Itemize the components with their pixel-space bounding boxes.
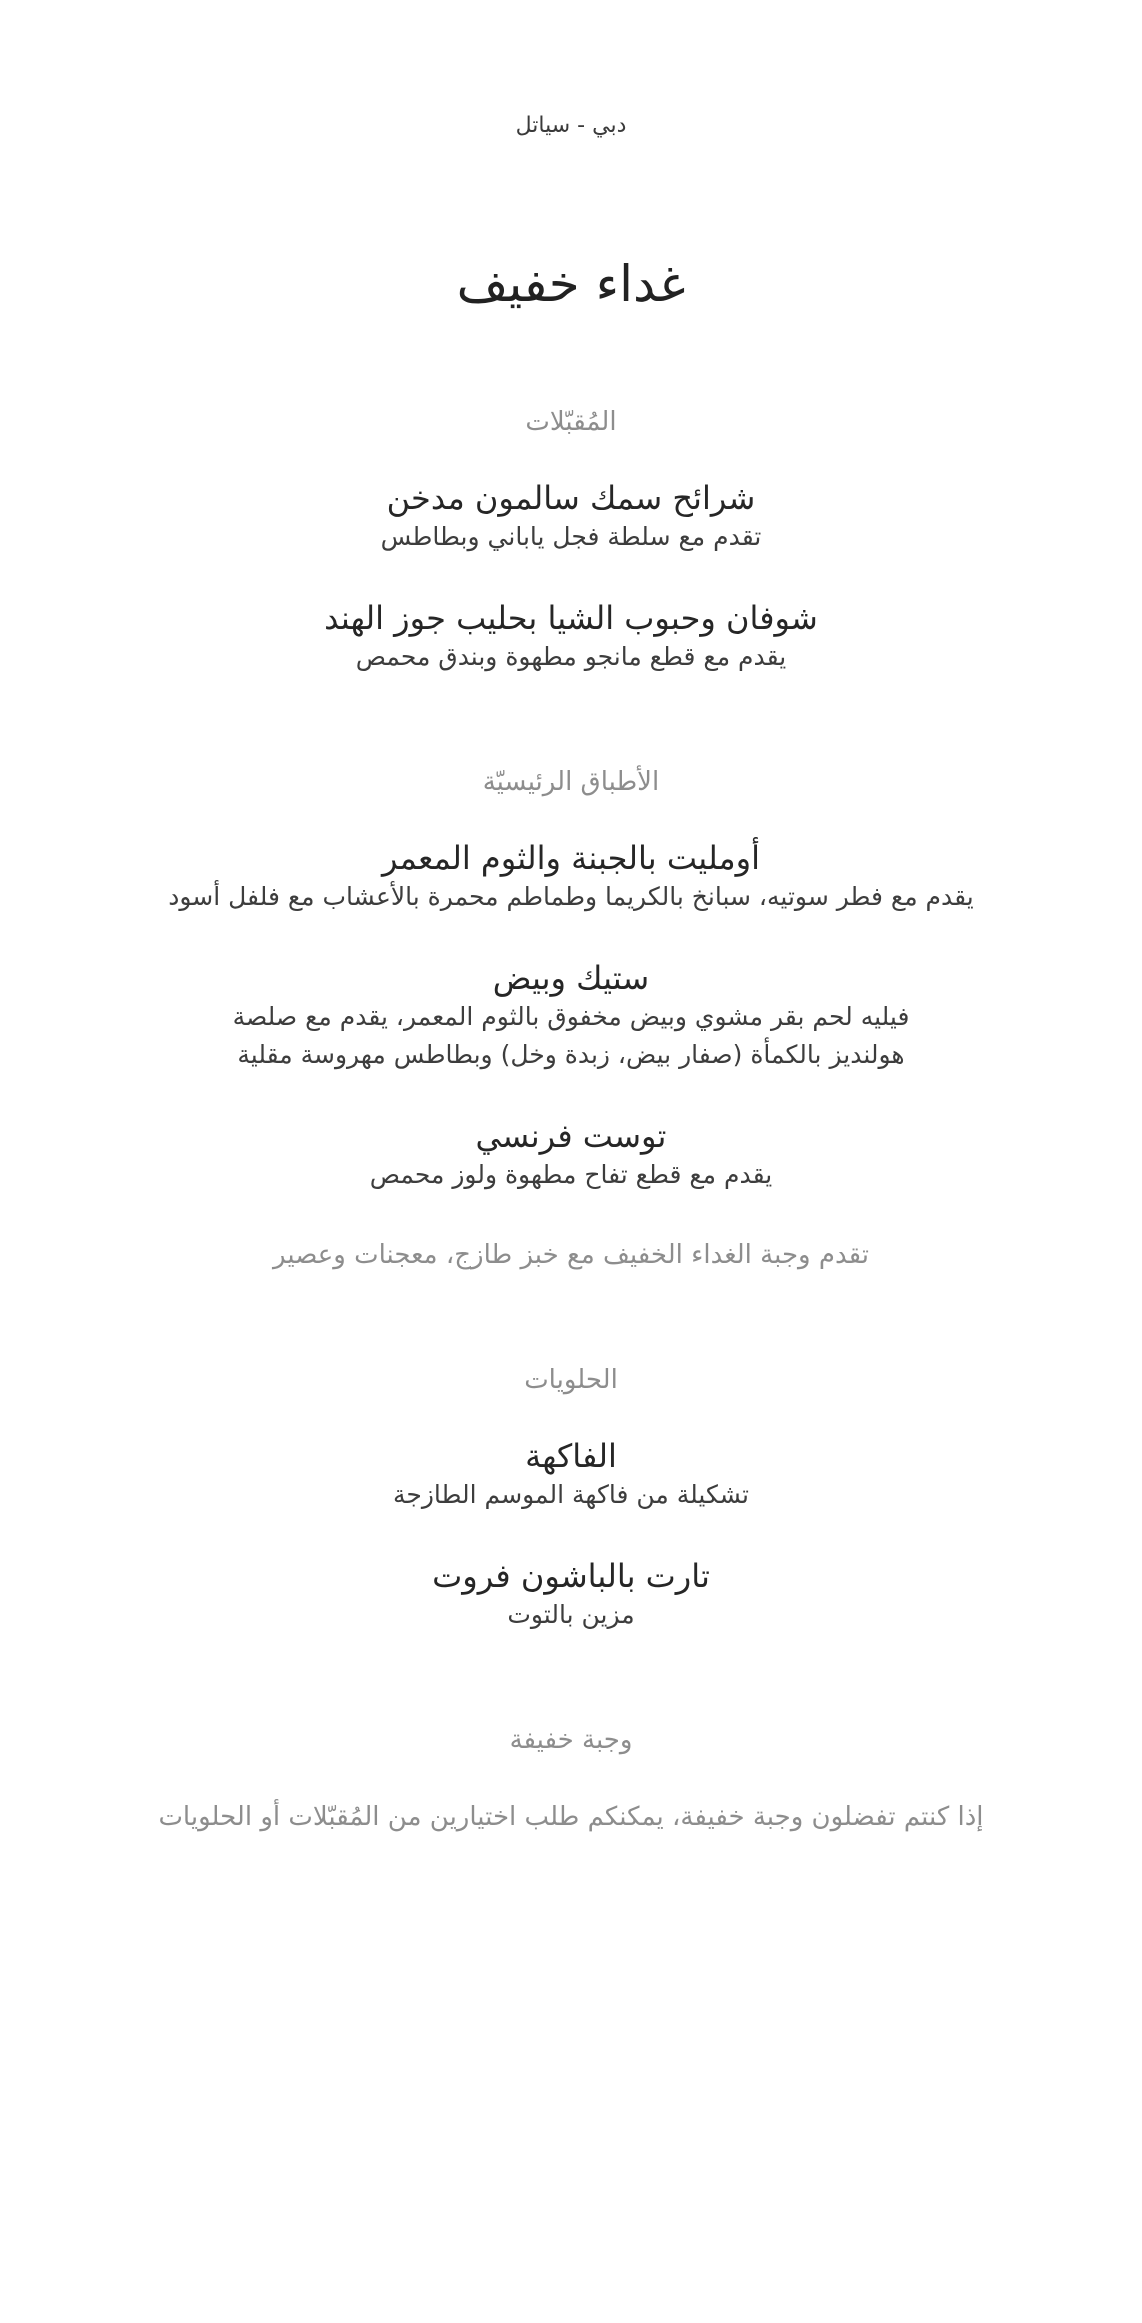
item-name: أومليت بالجبنة والثوم المعمر <box>381 839 761 877</box>
item-description: يقدم مع قطع تفاح مطهوة ولوز محمص <box>369 1160 773 1189</box>
menu-items <box>0 838 1142 1194</box>
item-description: يقدم مع فطر سوتيه، سبانخ بالكريما وطماطم محمرة بالأعشاب مع فلفل أسود <box>168 882 974 911</box>
section-starters <box>0 404 1142 676</box>
section-light-meal <box>0 1722 1142 1836</box>
item-description: تشكيلة من فاكهة الموسم الطازجة <box>392 1480 750 1509</box>
item-description: مزين بالتوت <box>507 1600 635 1629</box>
menu-item <box>0 1556 1142 1634</box>
item-name: ستيك وبيض <box>492 959 650 997</box>
section-heading: وجبة خفيفة <box>509 1725 633 1755</box>
section-heading: الأطباق الرئيسيّة <box>482 767 660 797</box>
item-name: توست فرنسي <box>475 1117 667 1155</box>
section-desserts <box>0 1362 1142 1634</box>
item-description-line: فيليه لحم بقر مشوي وبيض مخفوق بالثوم المعمر، يقدم مع صلصة <box>232 1002 910 1031</box>
menu-item <box>0 958 1142 1074</box>
item-description: يقدم مع قطع مانجو مطهوة وبندق محمص <box>355 642 787 671</box>
menu-item <box>0 478 1142 556</box>
item-name: تارت بالباشون فروت <box>432 1557 710 1595</box>
menu-items <box>0 1436 1142 1634</box>
section-heading: المُقبّلات <box>525 407 617 437</box>
menu-item <box>0 1436 1142 1514</box>
menu-item <box>0 838 1142 916</box>
item-description: تقدم مع سلطة فجل ياباني وبطاطس <box>380 522 762 551</box>
item-description-line: هولنديز بالكمأة (صفار بيض، زبدة وخل) وبطاطس مهروسة مقلية <box>237 1040 905 1069</box>
item-name: شوفان وحبوب الشيا بحليب جوز الهند <box>324 599 818 637</box>
menu-items <box>0 478 1142 676</box>
menu-item <box>0 1116 1142 1194</box>
section-mains <box>0 764 1142 1274</box>
flight-route: دبي - سياتل <box>515 113 627 138</box>
item-name: شرائح سمك سالمون مدخن <box>386 479 756 517</box>
menu-item <box>0 598 1142 676</box>
section-note: تقدم وجبة الغداء الخفيف مع خبز طازج، معجنات وعصير <box>273 1240 869 1270</box>
section-heading: الحلويات <box>524 1365 618 1395</box>
item-name: الفاكهة <box>525 1437 617 1475</box>
page-title: غداء خفيف <box>456 255 686 313</box>
section-note: إذا كنتم تفضلون وجبة خفيفة، يمكنكم طلب اختيارين من المُقبّلات أو الحلويات <box>158 1802 984 1832</box>
